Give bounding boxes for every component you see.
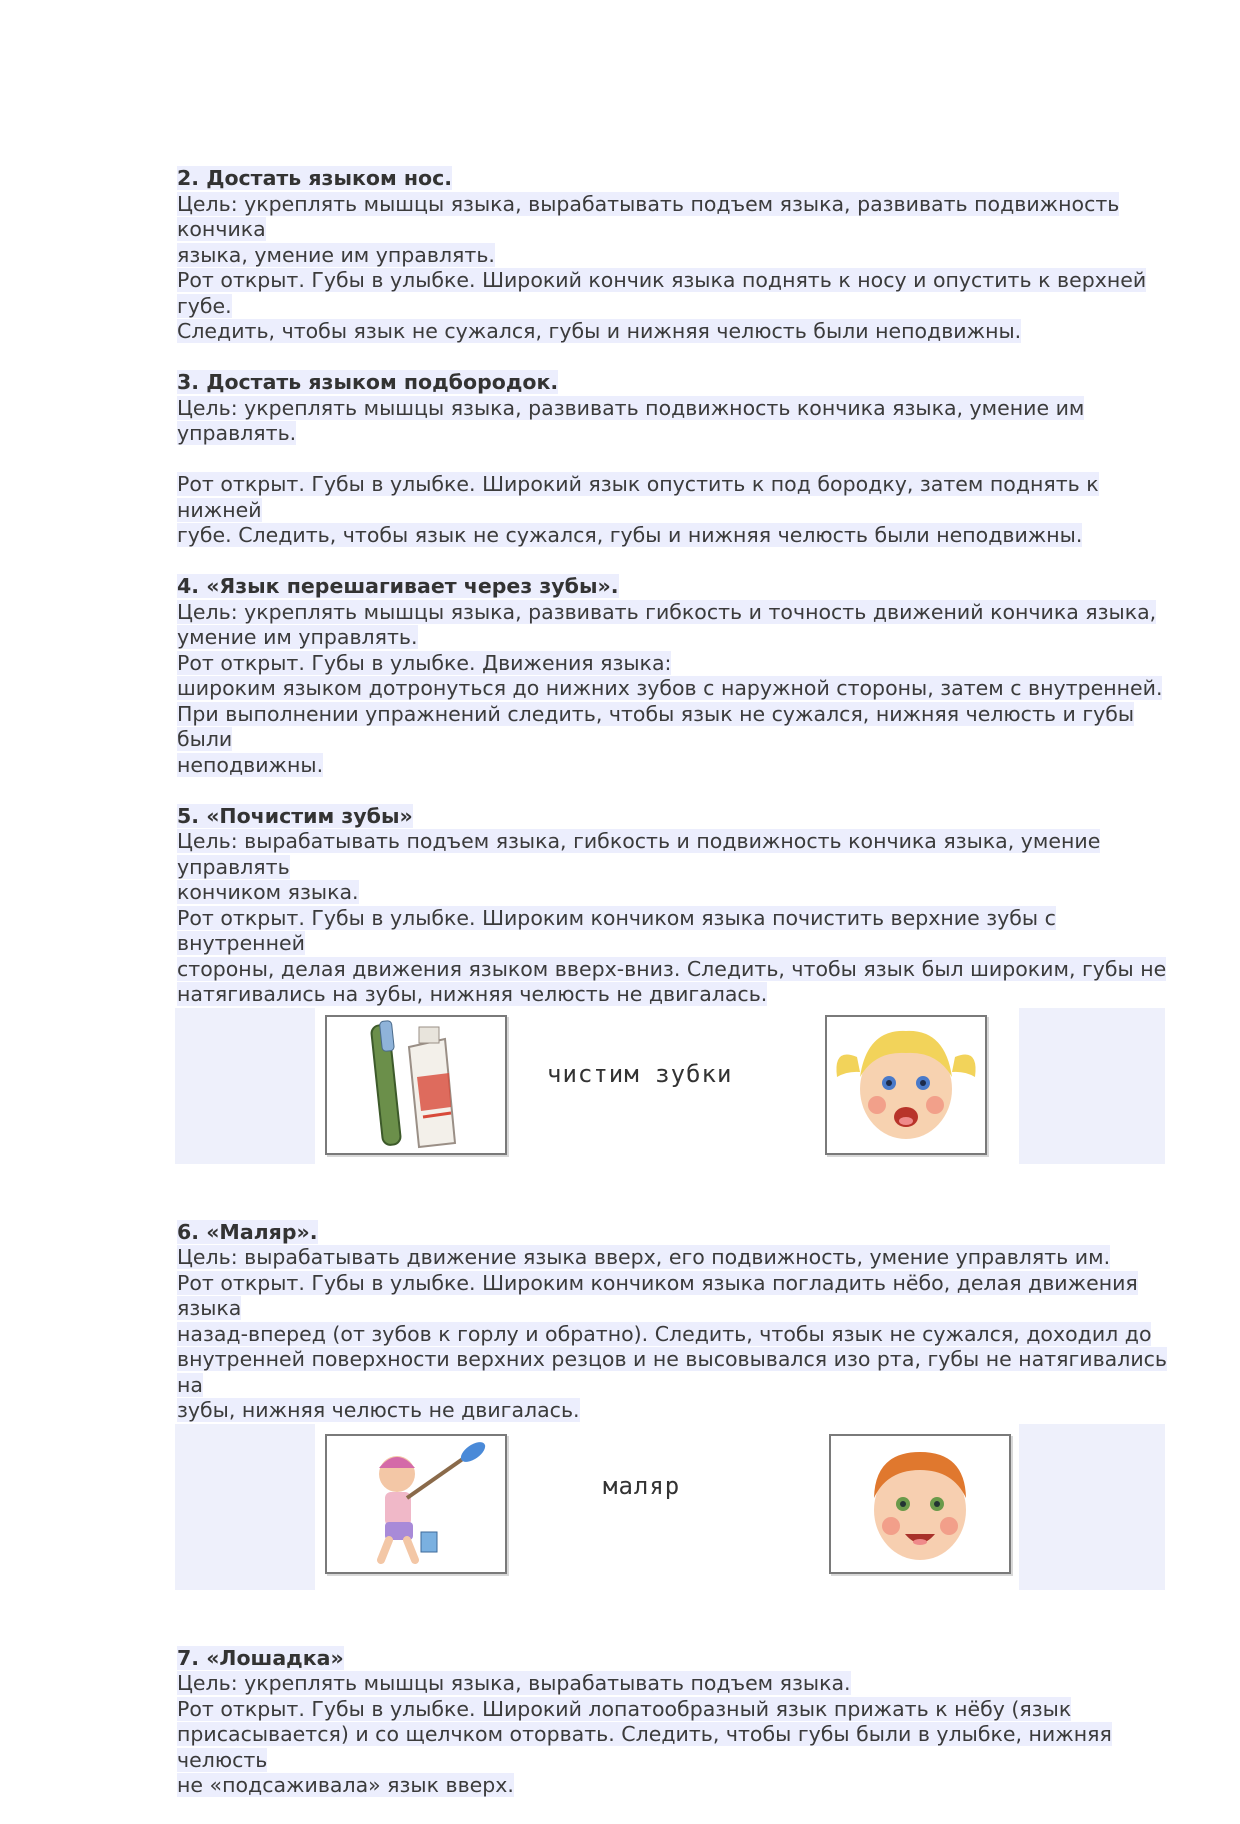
text-line: Рот открыт. Губы в улыбке. Широким кончиком языка погладить нёбо, делая движения языка xyxy=(177,1270,1138,1320)
exercise-2 xyxy=(177,166,1167,345)
text-line: Цель: вырабатывать движение языка вверх, его подвижность, умение управлять им. xyxy=(177,1245,1111,1269)
boy-face-picture xyxy=(829,1434,1011,1574)
text-line: стороны, делая движения языком вверх-вниз. Следить, чтобы язык был широким, губы не xyxy=(177,956,1167,981)
exercise-6 xyxy=(177,1220,1167,1646)
exercise-7 xyxy=(177,1646,1167,1799)
girl-face-icon xyxy=(827,1017,985,1153)
illustration-brush-teeth xyxy=(175,1008,1165,1164)
text-line: Цель: укреплять мышцы языка, вырабатывать подъем языка. xyxy=(177,1671,851,1695)
exercise-title: 5. «Почистим зубы» xyxy=(177,803,413,828)
exercise-title: 7. «Лошадка» xyxy=(177,1645,344,1670)
illustration-painter xyxy=(175,1424,1165,1590)
text-line: Цель: укреплять мышцы языка, развивать подвижность кончика языка, умение им управлять. xyxy=(177,395,1085,445)
exercise-3 xyxy=(177,370,1167,549)
text-line: присасывается) и со щелчком оторвать. Следить, чтобы губы были в улыбке, нижняя челюсть xyxy=(177,1722,1112,1772)
exercise-4 xyxy=(177,574,1167,778)
text-line: внутренней поверхности верхних резцов и не высовывался изо рта, губы не натягивались на xyxy=(177,1347,1168,1397)
text-line: Рот открыт. Губы в улыбке. Широкий кончик языка поднять к носу и опустить к верхней губе. xyxy=(177,268,1147,318)
text-line: Цель: укреплять мышцы языка, развивать гибкость и точность движений кончика языка, xyxy=(177,599,1157,624)
text-line: умение им управлять. xyxy=(177,625,418,649)
girl-face-picture xyxy=(825,1015,987,1155)
text-line: Цель: вырабатывать подъем языка, гибкость и подвижность кончика языка, умение управлять xyxy=(177,829,1101,879)
text-line: Следить, чтобы язык не сужался, губы и нижняя челюсть были неподвижны. xyxy=(177,319,1022,343)
exercise-title: 3. Достать языком подбородок. xyxy=(177,370,559,394)
boy-face-icon xyxy=(831,1436,1009,1572)
exercise-5 xyxy=(177,804,1167,1220)
text-line: назад-вперед (от зубов к горлу и обратно). Следить, чтобы язык не сужался, доходил до xyxy=(177,1321,1152,1346)
text-line: не «подсаживала» язык вверх. xyxy=(177,1773,514,1797)
text-line: Цель: укреплять мышцы языка, вырабатывать подъем языка, развивать подвижность кончика xyxy=(177,191,1120,241)
text-line: Рот открыт. Губы в улыбке. Движения языка: xyxy=(177,650,672,675)
text-line: широким языком дотронуться до нижних зубов с наружной стороны, затем с внутренней. xyxy=(177,676,1163,700)
text-line: натягивались на зубы, нижняя челюсть не двигалась. xyxy=(177,982,768,1006)
text-line: губе. Следить, чтобы язык не сужался, губы и нижняя челюсть были неподвижны. xyxy=(177,523,1083,547)
exercise-title: 6. «Маляр». xyxy=(177,1219,318,1244)
toothbrush-paste-picture xyxy=(325,1015,507,1155)
document-page xyxy=(177,166,1167,1824)
text-line: кончиком языка. xyxy=(177,880,359,904)
text-line: неподвижны. xyxy=(177,752,324,777)
text-line: Рот открыт. Губы в улыбке. Широкий лопатообразный язык прижать к нёбу (язык xyxy=(177,1696,1072,1721)
painter-child-icon xyxy=(327,1436,505,1572)
illustration-panel xyxy=(315,1424,1019,1590)
text-line: Рот открыт. Губы в улыбке. Широким кончиком языка почистить верхние зубы с внутренней xyxy=(177,905,1056,955)
exercise-title: 4. «Язык перешагивает через зубы». xyxy=(177,574,619,598)
toothbrush-paste-icon xyxy=(327,1017,505,1153)
picture-caption: чистим зубки xyxy=(547,1059,733,1088)
text-line: При выполнении упражнений следить, чтобы язык не сужался, нижняя челюсть и губы были xyxy=(177,701,1135,751)
exercise-title: 2. Достать языком нос. xyxy=(177,166,453,190)
text-line: зубы, нижняя челюсть не двигалась. xyxy=(177,1398,580,1422)
text-line: Рот открыт. Губы в улыбке. Широкий язык опустить к под бородку, затем поднять к нижней xyxy=(177,472,1099,522)
picture-caption: маляр xyxy=(603,1471,681,1500)
illustration-panel xyxy=(315,1008,1019,1164)
painter-child-picture xyxy=(325,1434,507,1574)
text-line: языка, умение им управлять. xyxy=(177,242,495,267)
